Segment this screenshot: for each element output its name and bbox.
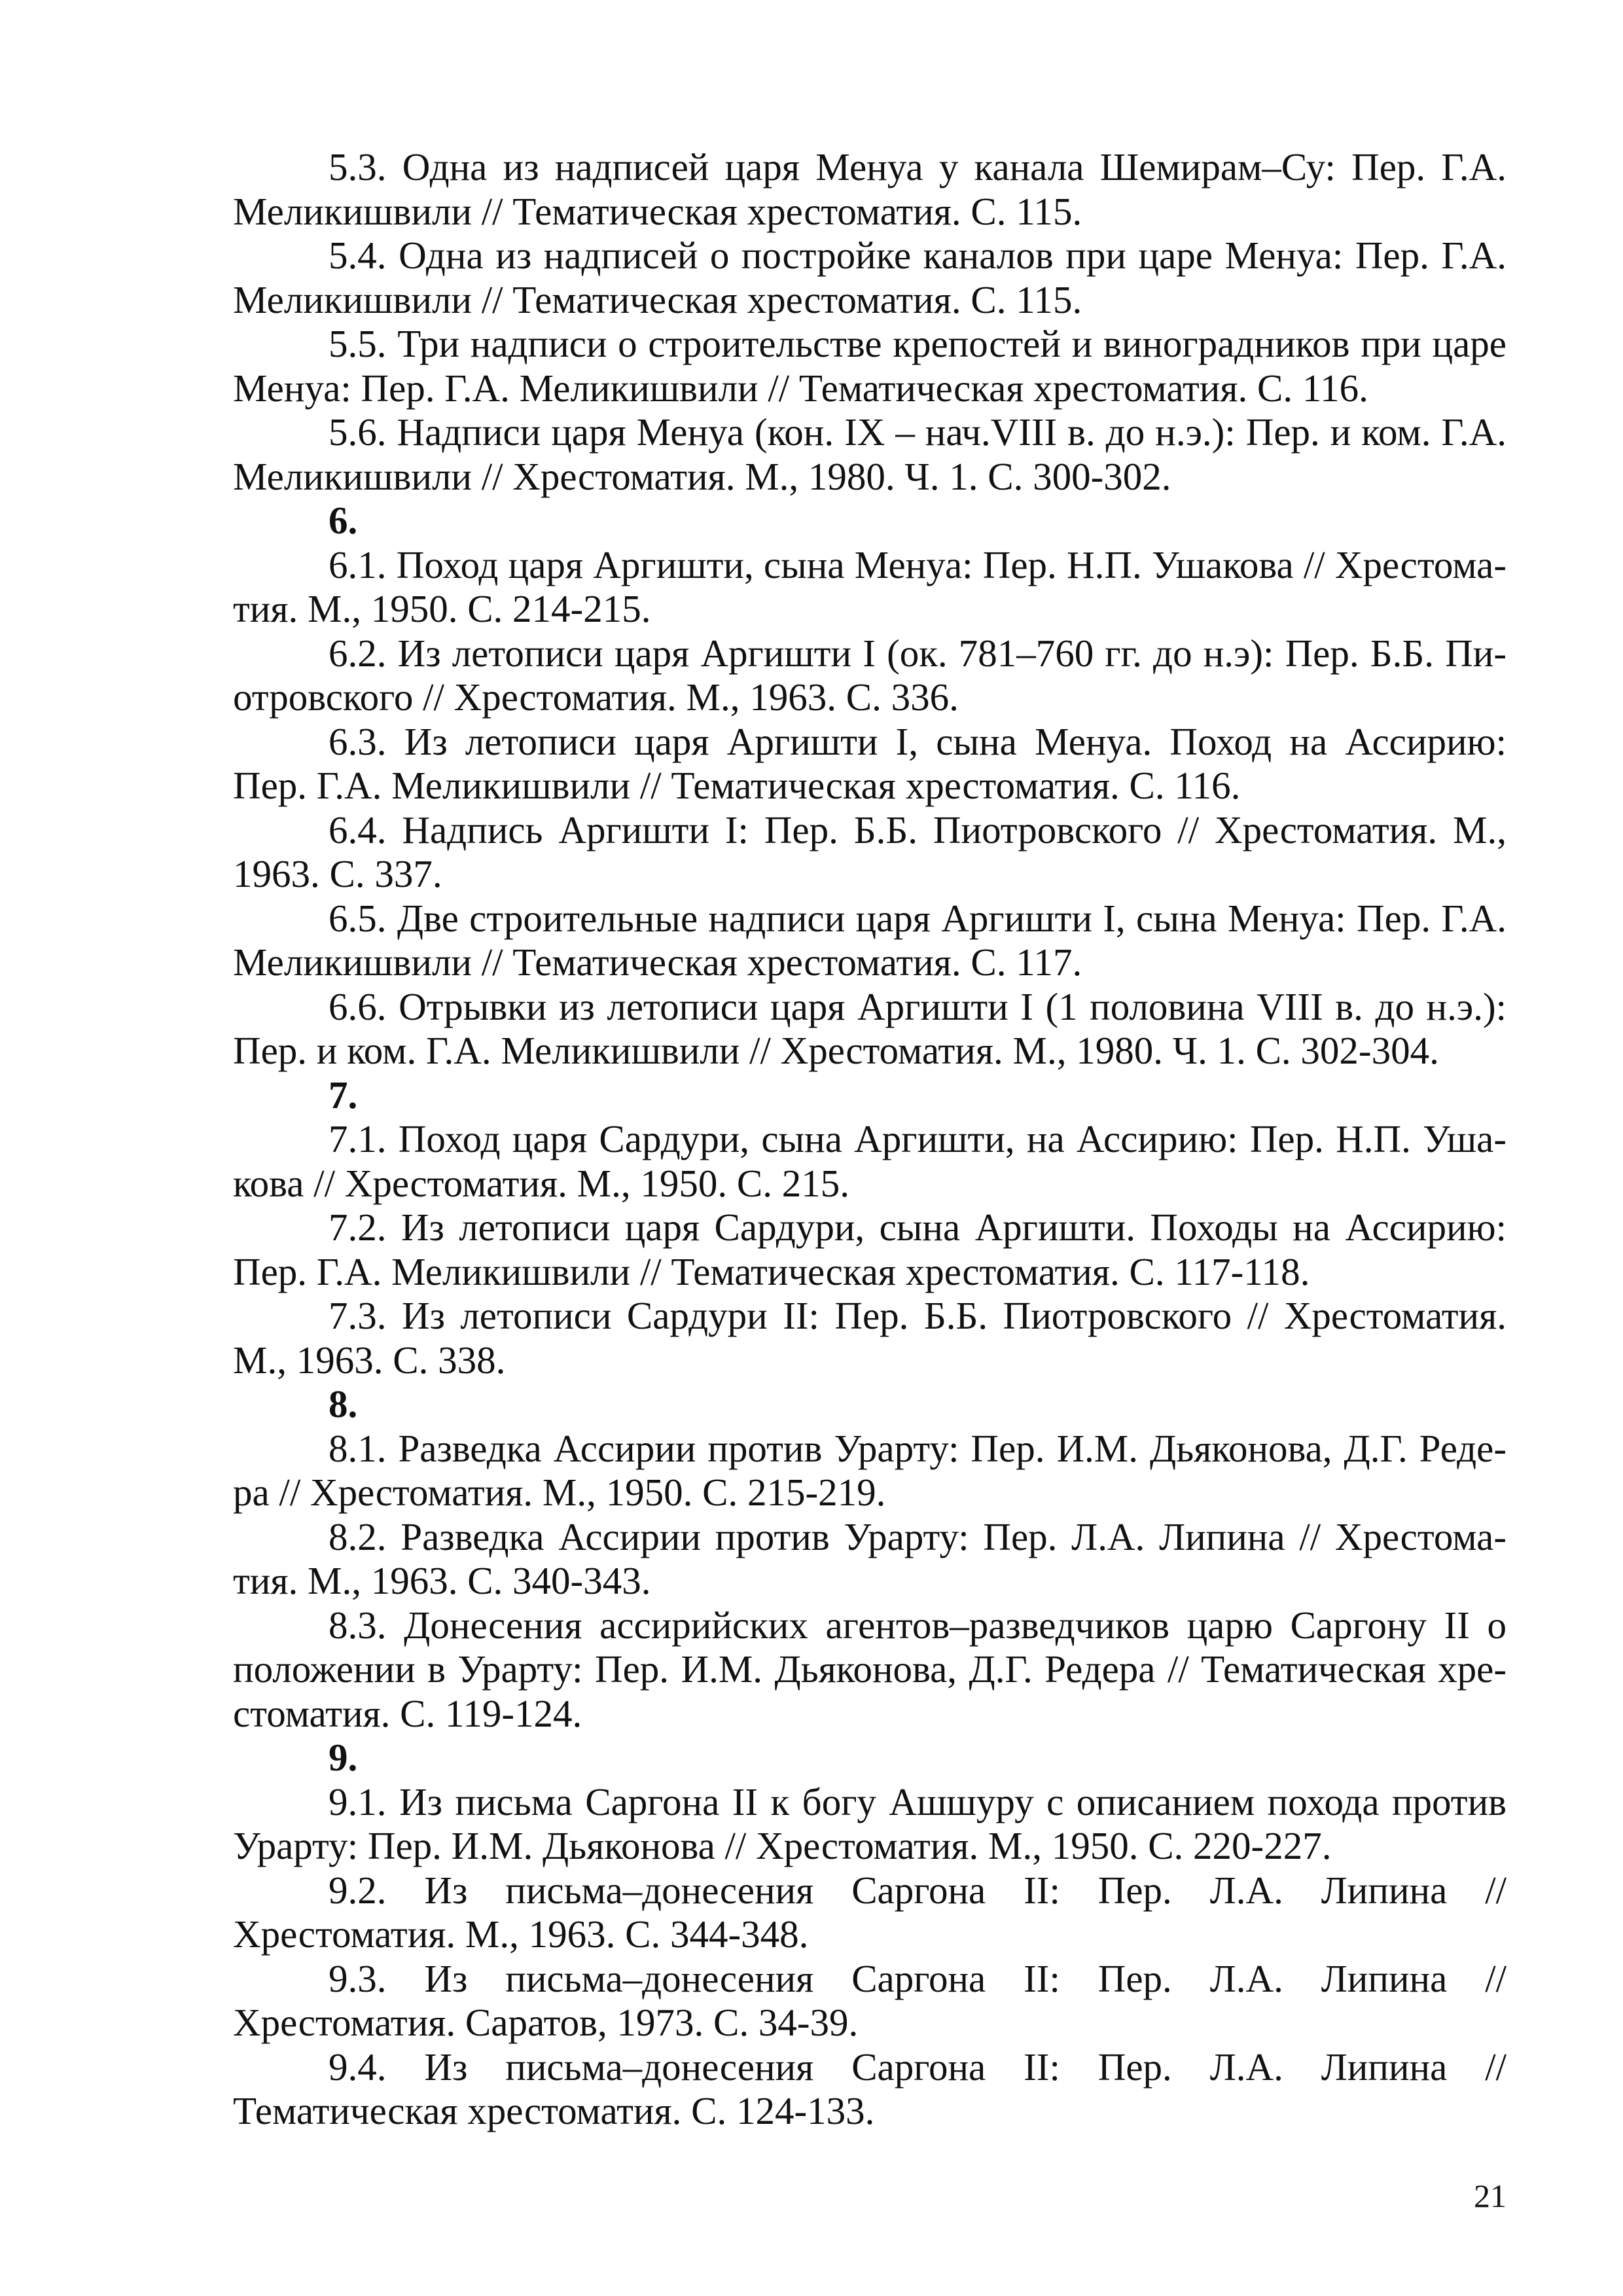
entry-9-4: 9.4. Из письма–донесения Саргона II: Пер. Л.А. Липина // Тематическая хрестоматия. С. 124-133. bbox=[233, 2045, 1507, 2132]
section-heading-7: 7. bbox=[329, 1073, 358, 1117]
page-number: 21 bbox=[1474, 2178, 1507, 2214]
entry-9-1: 9.1. Из письма Саргона II к богу Ашшуру с описанием похода против Урарту: Пер. И.М. Дьяконова // Хрестоматия. М., 1950. С. 220-227. bbox=[233, 1780, 1507, 1867]
section-heading-9: 9. bbox=[329, 1736, 358, 1779]
entry-6-5: 6.5. Две строительные надписи царя Аргишти I, сына Менуа: Пер. Г.А. Меликишвили // Тематическая хрестоматия. С. 117. bbox=[233, 896, 1507, 984]
entry-9-2: 9.2. Из письма–донесения Саргона II: Пер. Л.А. Липина // Хрестоматия. М., 1963. С. 344-348. bbox=[233, 1868, 1507, 1956]
entry-5-3: 5.3. Одна из надписей царя Менуа у канала Шемирам–Су: Пер. Г.А. Меликишвили // Тематическая хрестоматия. С. 115. bbox=[233, 145, 1507, 233]
section-heading-8: 8. bbox=[329, 1382, 358, 1426]
entry-8-3: 8.3. Донесения ассирийских агентов–разведчиков царю Саргону II о положении в Урарту: Пер. И.М. Дьяконова, Д.Г. Редера // Тематическая хрестоматия. С. 119-124. bbox=[233, 1603, 1507, 1735]
entry-5-6: 5.6. Надписи царя Менуа (кон. IX – нач.VIII в. до н.э.): Пер. и ком. Г.А. Меликишвили // Хрестоматия. М., 1980. Ч. 1. С. 300-302. bbox=[233, 410, 1507, 498]
entry-7-1: 7.1. Поход царя Сардури, сына Аргишти, на Ассирию: Пер. Н.П. Ушакова // Хрестоматия. М., 1950. С. 215. bbox=[233, 1117, 1507, 1205]
entry-8-2: 8.2. Разведка Ассирии против Урарту: Пер. Л.А. Липина // Хрестоматия. М., 1963. С. 340-343. bbox=[233, 1515, 1507, 1602]
entry-6-1: 6.1. Поход царя Аргишти, сына Менуа: Пер. Н.П. Ушакова // Хрестоматия. М., 1950. С. 214-215. bbox=[233, 543, 1507, 630]
entry-9-3: 9.3. Из письма–донесения Саргона II: Пер. Л.А. Липина // Хрестоматия. Саратов, 1973. С. 34-39. bbox=[233, 1956, 1507, 2044]
bibliography-list bbox=[233, 145, 1507, 2134]
entry-5-5: 5.5. Три надписи о строительстве крепостей и виноградников при царе Менуа: Пер. Г.А. Меликишвили // Тематическая хрестоматия. С. 116. bbox=[233, 322, 1507, 410]
entry-7-2: 7.2. Из летописи царя Сардури, сына Аргишти. Походы на Ассирию: Пер. Г.А. Меликишвили // Тематическая хрестоматия. С. 117-118. bbox=[233, 1206, 1507, 1293]
entry-6-2: 6.2. Из летописи царя Аргишти I (ок. 781–760 гг. до н.э): Пер. Б.Б. Пиотровского // Хрестоматия. М., 1963. С. 336. bbox=[233, 631, 1507, 719]
entry-8-1: 8.1. Разведка Ассирии против Урарту: Пер. И.М. Дьяконова, Д.Г. Редера // Хрестоматия. М., 1950. С. 215-219. bbox=[233, 1426, 1507, 1514]
section-heading-6: 6. bbox=[329, 499, 358, 542]
entry-7-3: 7.3. Из летописи Сардури II: Пер. Б.Б. Пиотровского // Хрестоматия. М., 1963. С. 338. bbox=[233, 1294, 1507, 1382]
entry-6-4: 6.4. Надпись Аргишти I: Пер. Б.Б. Пиотровского // Хрестоматия. М., 1963. С. 337. bbox=[233, 808, 1507, 895]
entry-6-3: 6.3. Из летописи царя Аргишти I, сына Менуа. Поход на Ассирию: Пер. Г.А. Меликишвили // Тематическая хрестоматия. С. 116. bbox=[233, 719, 1507, 807]
entry-5-4: 5.4. Одна из надписей о постройке каналов при царе Менуа: Пер. Г.А. Меликишвили // Тематическая хрестоматия. С. 115. bbox=[233, 234, 1507, 321]
entry-6-6: 6.6. Отрывки из летописи царя Аргишти I (1 половина VIII в. до н.э.): Пер. и ком. Г.А. Меликишвили // Хрестоматия. М., 1980. Ч. 1. С. 302-304. bbox=[233, 984, 1507, 1072]
